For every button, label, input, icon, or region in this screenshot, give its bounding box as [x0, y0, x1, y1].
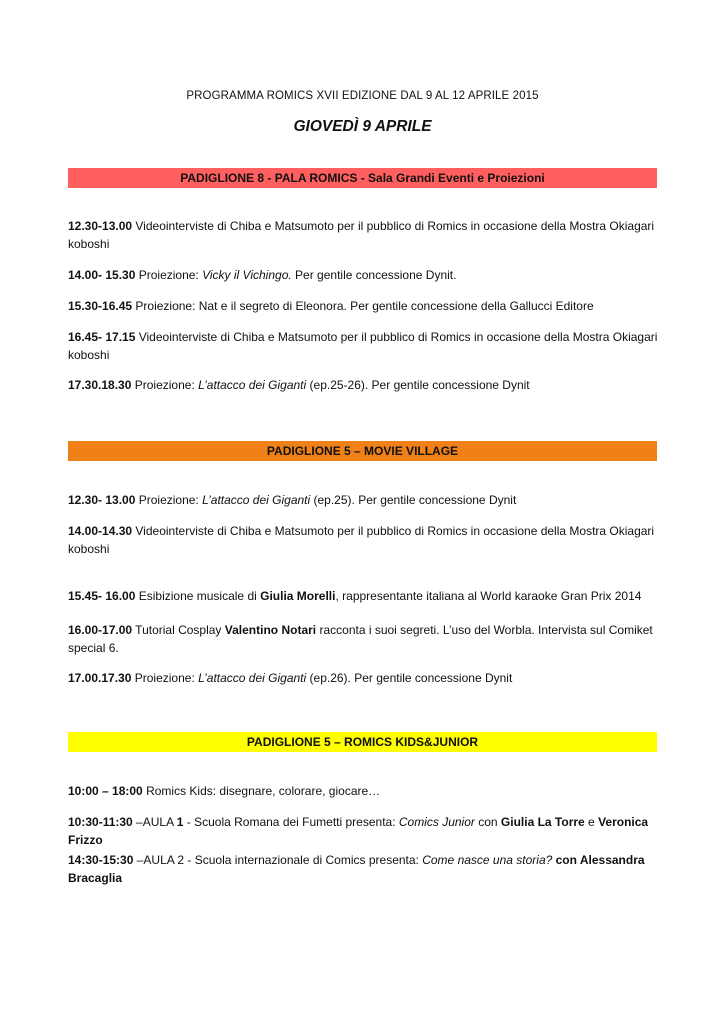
entry-italic: Comics Junior: [398, 815, 475, 829]
schedule-entry: [68, 266, 660, 284]
entry-italic: L’attacco dei Giganti: [198, 378, 307, 392]
entry-italic: Come nasce una storia?: [422, 853, 553, 867]
entry-bold: Valentino Notari: [224, 623, 317, 637]
entry-text: Proiezione:: [135, 268, 203, 282]
schedule-entry: [68, 491, 660, 509]
entry-time: 17.30.18.30: [68, 378, 132, 392]
schedule-entry: [68, 851, 660, 887]
entry-text: Per gentile concessione Dynit.: [291, 268, 457, 282]
entry-text: Esibizione musicale di: [135, 589, 261, 603]
entry-text: (ep.25-26). Per gentile concessione Dynit: [306, 378, 530, 392]
entry-text: racconta i suoi segreti. L’uso del Worbla. Intervista sul Comiket special 6.: [68, 623, 653, 655]
schedule-entry: [68, 669, 660, 687]
entry-text: e: [584, 815, 599, 829]
entry-time: 12.30-13.00: [68, 219, 133, 233]
day-title: GIOVEDÌ 9 APRILE: [293, 118, 432, 135]
entry-time: 16.45- 17.15: [68, 330, 136, 344]
schedule-entry: [68, 297, 660, 315]
schedule-entry: [68, 813, 660, 849]
entry-text: Videointerviste di Chiba e Matsumoto per il pubblico di Romics in occasione della Mostra Okiagari koboshi: [68, 524, 655, 556]
program-title: PROGRAMMA ROMICS XVII EDIZIONE DAL 9 AL 12 APRILE 2015: [186, 90, 539, 102]
entry-bold: Giulia La Torre: [500, 815, 585, 829]
entry-time: 16.00-17.00: [68, 623, 133, 637]
section-band-movie-village: PADIGLIONE 5 – MOVIE VILLAGE: [68, 441, 657, 461]
entry-text: (ep.26). Per gentile concessione Dynit: [306, 671, 513, 685]
entry-italic: Vicky il Vichingo.: [202, 268, 292, 282]
entry-time: 15.45- 16.00: [68, 589, 136, 603]
entry-text: Proiezione: Nat e il segreto di Eleonora. Per gentile concessione della Gallucci Editore: [132, 299, 594, 313]
section-band-kids-junior: PADIGLIONE 5 – ROMICS KIDS&JUNIOR: [68, 732, 657, 752]
entry-text: - Scuola Romana dei Fumetti presenta:: [183, 815, 399, 829]
entry-bold: Veronica Frizzo: [68, 815, 649, 847]
entry-bold: Giulia Morelli: [260, 589, 336, 603]
schedule-entry: [68, 621, 660, 657]
schedule-entry: [68, 217, 660, 253]
entry-bold: 1: [176, 815, 184, 829]
entry-text: Proiezione:: [131, 378, 199, 392]
entry-time: 14.00- 15.30: [68, 268, 136, 282]
schedule-entry: [68, 522, 660, 558]
entry-time: 14:30-15:30: [68, 853, 134, 867]
entry-italic: L’attacco dei Giganti: [198, 671, 307, 685]
entry-time: 17.00.17.30: [68, 671, 132, 685]
schedule-entry: [68, 587, 660, 605]
entry-text: –AULA 2 - Scuola internazionale di Comics presenta:: [133, 853, 423, 867]
entry-time: 12.30- 13.00: [68, 493, 136, 507]
entry-text: Videointerviste di Chiba e Matsumoto per il pubblico di Romics in occasione della Mostra Okiagari koboshi: [68, 330, 658, 362]
entry-text: Tutorial Cosplay: [132, 623, 225, 637]
entry-text: , rappresentante italiana al World karaoke Gran Prix 2014: [335, 589, 642, 603]
schedule-entry: [68, 782, 660, 800]
entry-text: Proiezione:: [131, 671, 199, 685]
entry-bold: con Alessandra Bracaglia: [68, 853, 645, 885]
section-band-pala-romics: PADIGLIONE 8 - PALA ROMICS - Sala Grandi Eventi e Proiezioni: [68, 168, 657, 188]
entry-text: Proiezione:: [135, 493, 203, 507]
entry-text: Videointerviste di Chiba e Matsumoto per il pubblico di Romics in occasione della Mostra Okiagari koboshi: [68, 219, 655, 251]
entry-time: 10:00 – 18:00: [68, 784, 143, 798]
entry-time: 14.00-14.30: [68, 524, 133, 538]
schedule-entry: [68, 376, 660, 394]
entry-text: –AULA: [132, 815, 177, 829]
schedule-entry: [68, 328, 660, 364]
entry-text: Romics Kids: disegnare, colorare, giocare…: [142, 784, 381, 798]
entry-text: (ep.25). Per gentile concessione Dynit: [310, 493, 517, 507]
entry-time: 10:30-11:30: [68, 815, 133, 829]
entry-text: con: [474, 815, 501, 829]
entry-italic: L’attacco dei Giganti: [202, 493, 311, 507]
entry-time: 15.30-16.45: [68, 299, 133, 313]
